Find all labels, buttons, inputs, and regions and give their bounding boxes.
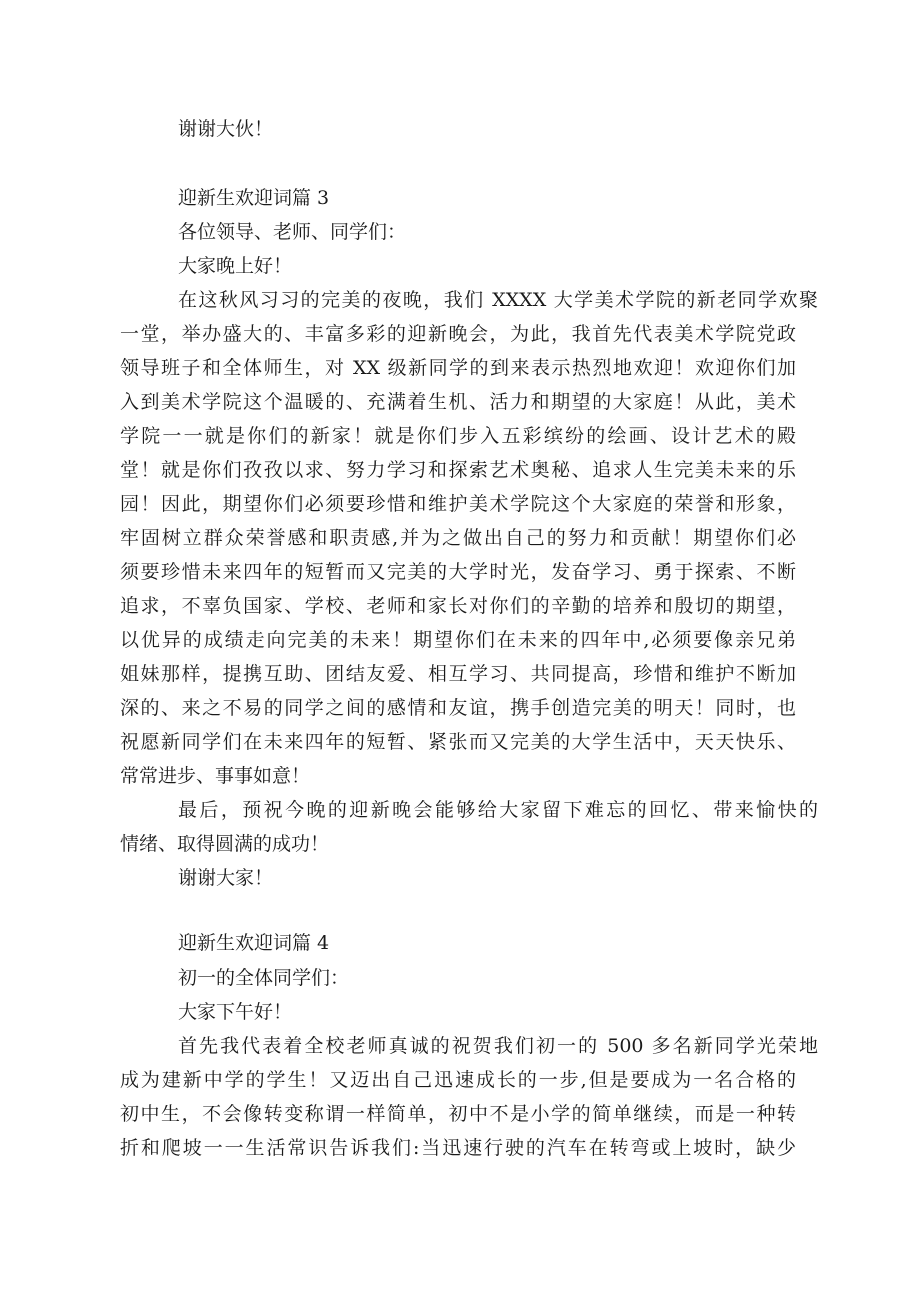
section-heading: 迎新生欢迎词篇 4 <box>178 932 330 954</box>
paragraph-line: 首先我代表着全校老师真诚的祝贺我们初一的 500 多名新同学光荣地 <box>178 1035 818 1057</box>
paragraph-line: 须要珍惜未来四年的短暂而又完美的大学时光，发奋学习、勇于探索、不断 <box>120 561 796 583</box>
paragraph-line: 姐妹那样，提携互助、团结友爱、相互学习、共同提高，珍惜和维护不断加 <box>120 663 796 685</box>
greeting: 大家下午好！ <box>178 1001 293 1023</box>
paragraph-line: 牢固树立群众荣誉感和职责感,并为之做出自己的努力和贡献！期望你们必 <box>120 527 796 549</box>
paragraph-line: 入到美术学院这个温暖的、充满着生机、活力和期望的大家庭！从此，美术 <box>120 391 796 413</box>
paragraph-line: 领导班子和全体师生，对 XX 级新同学的到来表示热烈地欢迎！欢迎你们加 <box>120 357 796 379</box>
paragraph-line: 追求，不辜负国家、学校、老师和家长对你们的辛勤的培养和殷切的期望， <box>120 595 796 617</box>
paragraph-line: 深的、来之不易的同学之间的感情和友谊，携手创造完美的明天！同时，也 <box>120 697 796 719</box>
paragraph-line: 折和爬坡一一生活常识告诉我们:当迅速行驶的汽车在转弯或上坡时，缺少 <box>120 1137 796 1159</box>
paragraph-line: 初中生，不会像转变称谓一样简单，初中不是小学的简单继续，而是一种转 <box>120 1103 796 1125</box>
paragraph-line: 一堂，举办盛大的、丰富多彩的迎新晚会，为此，我首先代表美术学院党政 <box>120 323 796 345</box>
paragraph-line: 祝愿新同学们在未来四年的短暂、紧张而又完美的大学生活中，天天快乐、 <box>120 731 796 753</box>
paragraph-line: 在这秋风习习的完美的夜晚，我们 XXXX 大学美术学院的新老同学欢聚 <box>178 289 818 311</box>
paragraph-line: 园！因此，期望你们必须要珍惜和维护美术学院这个大家庭的荣誉和形象， <box>120 493 796 515</box>
closing-text: 谢谢大家！ <box>178 867 274 889</box>
closing-text: 谢谢大伙！ <box>178 118 274 140</box>
salutation: 初一的全体同学们： <box>178 967 350 989</box>
salutation: 各位领导、老师、同学们： <box>178 221 407 243</box>
paragraph-line: 堂！就是你们孜孜以求、努力学习和探索艺术奥秘、追求人生完美未来的乐 <box>120 459 796 481</box>
paragraph-line: 常常进步、事事如意！ <box>120 765 311 787</box>
paragraph-line: 以优异的成绩走向完美的未来！期望你们在未来的四年中,必须要像亲兄弟 <box>120 629 796 651</box>
paragraph-line: 学院一一就是你们的新家！就是你们步入五彩缤纷的绘画、设计艺术的殿 <box>120 425 796 447</box>
paragraph-line: 情绪、取得圆满的成功！ <box>120 833 330 855</box>
paragraph-line: 最后，预祝今晚的迎新晚会能够给大家留下难忘的回忆、带来愉快的 <box>178 799 818 821</box>
section-heading: 迎新生欢迎词篇 3 <box>178 187 330 209</box>
greeting: 大家晚上好！ <box>178 255 293 277</box>
paragraph-line: 成为建新中学的学生！又迈出自己迅速成长的一步,但是要成为一名合格的 <box>120 1069 796 1091</box>
